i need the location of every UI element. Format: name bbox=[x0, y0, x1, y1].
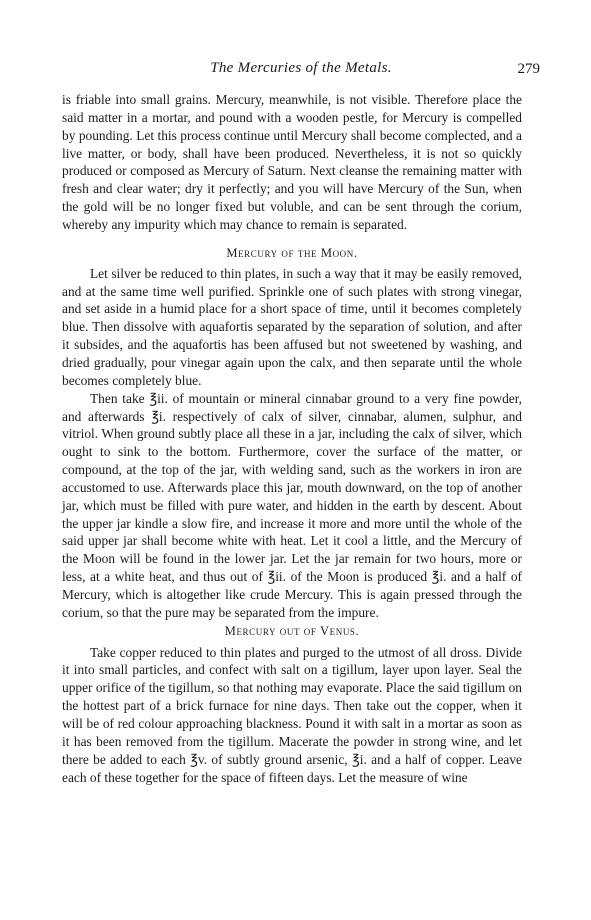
page-header bbox=[62, 60, 540, 84]
section-heading-moon: Mercury of the Moon. bbox=[226, 245, 358, 260]
paragraph-silver-plates: Let silver be reduced to thin plates, in such a way that it may be easily removed, and at the same time well purified. Sprinkle one of such plates with strong vinegar, and set aside in a humid place for a short space of time, until it becomes completely blue. Then dissolve with aquafortis separated by the separation of solution, and after it subsides, and the aquafortis has been affused but not sweetened by washing, and dried gradually, pour vinegar again upon the calx, and then separate until the whole becomes completely blue. bbox=[62, 265, 522, 388]
paragraph-continuation: is friable into small grains. Mercury, meanwhile, is not visible. Therefore place the said matter in a mortar, and pound with a wooden pestle, for Mercury is compelled by pounding. Let this process continue until Mercury shall become complected, and a live matter, or body, shall have been produced. Nevertheless, it is not so quickly produced or composed as Mercury of Saturn. Next cleanse the remaining matter with fresh and clear water; dry it perfectly; and you will have Mercury of the Sun, when the gold will be no longer fixed but voluble, and can be sent through the corium, whereby any impurity which may chance to remain is separated. bbox=[62, 92, 522, 232]
page-body bbox=[62, 91, 522, 786]
paragraph-cinnabar: Then take ℥ii. of mountain or mineral cinnabar ground to a very fine powder, and afterwards ℥i. respectively of calx of silver, cinnabar, alumen, sulphur, and vitriol. When ground subtly place all these in a jar, including the calx of silver, which ought to sink to the bottom. Furthermore, cover the surface of the matter, or compound, at the top of the jar, with welding sand, such as the workers in iron are accustomed to use. Afterwards place this jar, mouth downward, on the top of another jar, which must be filled with pure water, and hidden in the earth by descent. About the upper jar kindle a slow fire, and increase it more and more until the whole of the said upper jar shall become white with heat. Let it cool a little, and the Mercury of the Moon will be found in the lower jar. Let the jar remain for two hours, more or less, at a white heat, and thus out of ℥ii. of the Moon is produced ℥i. and a half of Mercury, which is altogether like crude Mercury. This is again pressed through the corium, so that the pure may be separated from the impure. bbox=[62, 390, 522, 620]
running-title: The Mercuries of the Metals. bbox=[210, 60, 392, 76]
page-number: 279 bbox=[517, 61, 540, 77]
paragraph-copper: Take copper reduced to thin plates and purged to the utmost of all dross. Divide it into small particles, and confect with salt on a tigillum, layer upon layer. Seal the upper orifice of the tigillum, so that nothing may evaporate. Place the said tigillum on the hottest part of a brick furnace for nine days. Then take out the copper, when it will be of red colour approaching blackness. Pound it with salt in a mortar as soon as it has been removed from the tigillum. Macerate the powder in strong wine, and let there be added to each ℥v. of subtly ground arsenic, ℥i. and a half of copper. Leave each of these together for the space of fifteen days. Let the measure of wine bbox=[62, 644, 522, 785]
section-heading-venus: Mercury out of Venus. bbox=[224, 623, 360, 638]
